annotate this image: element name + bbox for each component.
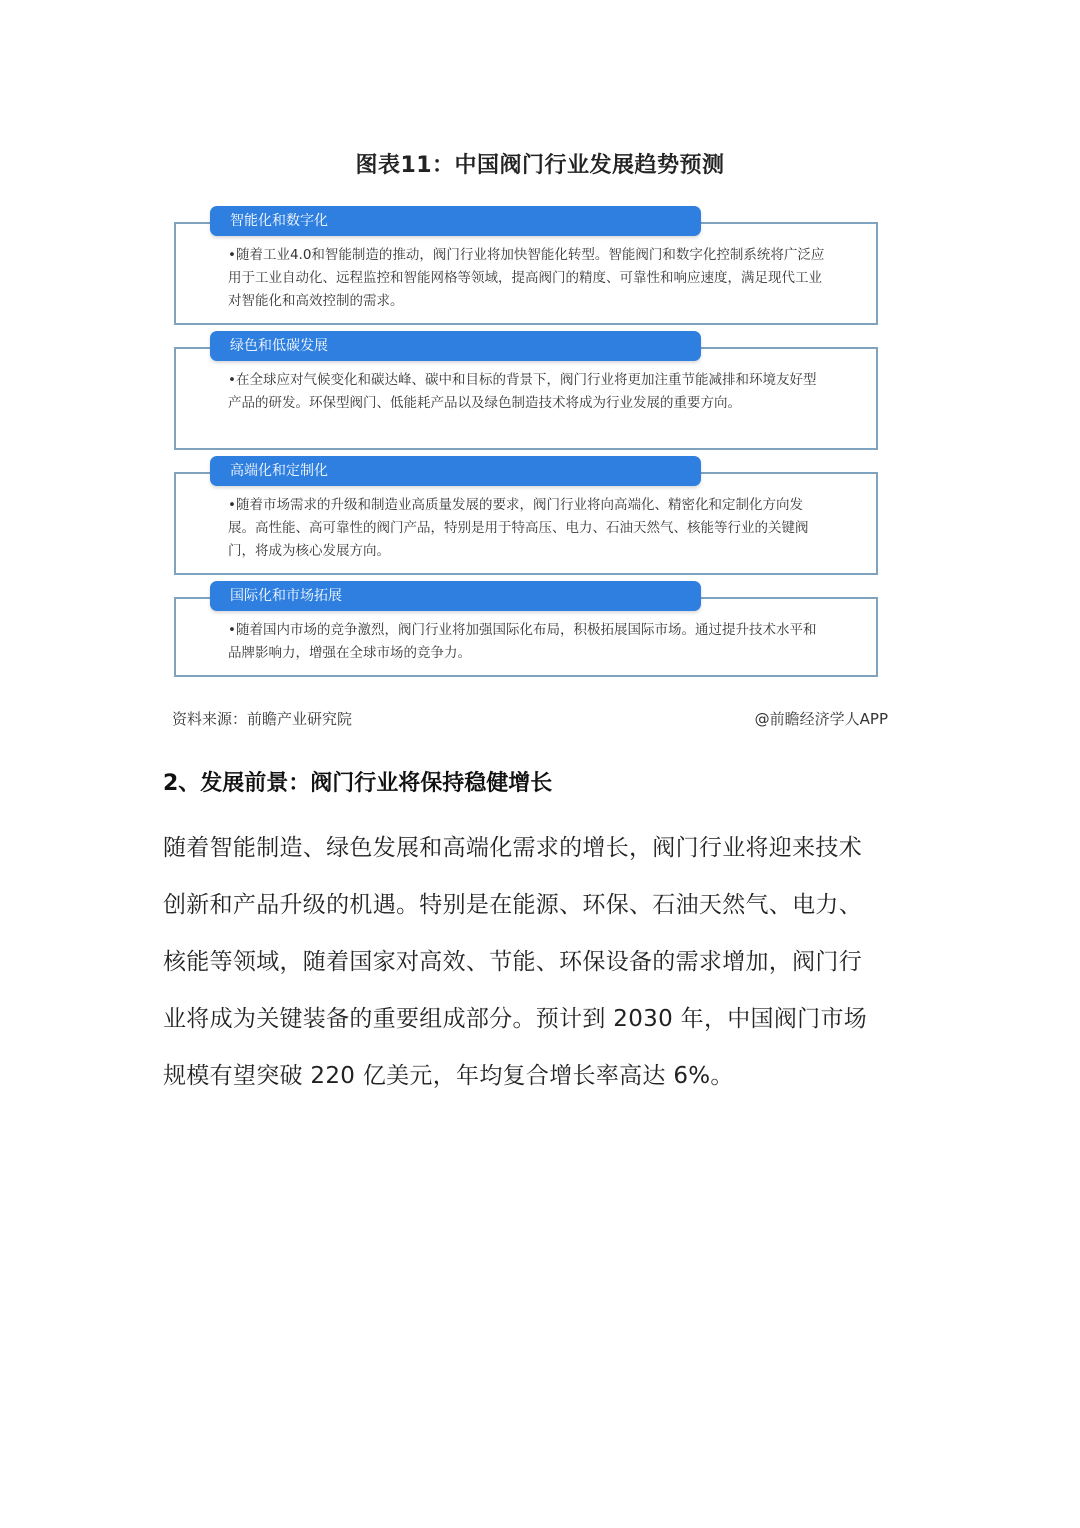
figure-title: 图表11：中国阀门行业发展趋势预测	[355, 153, 725, 178]
section-paragraph	[163, 820, 923, 1105]
paragraph-line: 随着智能制造、绿色发展和高端化需求的增长，阀门行业将迎来技术	[163, 835, 862, 861]
figure-credit: @前瞻经济学人APP	[754, 710, 888, 728]
trend-card-text: •在全球应对气候变化和碳达峰、碳中和目标的背景下，阀门行业将更加注重节能减排和环境友好型产品的研发。环保型阀门、低能耗产品以及绿色制造技术将成为行业发展的重要方向。	[228, 372, 817, 411]
trend-card-text: •随着市场需求的升级和制造业高质量发展的要求，阀门行业将向高端化、精密化和定制化方向发展。高性能、高可靠性的阀门产品，特别是用于特高压、电力、石油天然气、核能等行业的关键阀门，将成为核心发展方向。	[228, 497, 809, 559]
trend-card-text: •随着工业4.0和智能制造的推动，阀门行业将加快智能化转型。智能阀门和数字化控制系统将广泛应用于工业自动化、远程监控和智能网格等领域，提高阀门的精度、可靠性和响应速度，满足现代工业对智能化和高效控制的需求。	[228, 247, 825, 309]
trend-card-heading: 国际化和市场拓展	[210, 581, 701, 611]
trend-card-heading: 智能化和数字化	[210, 206, 701, 236]
paragraph-line: 创新和产品升级的机遇。特别是在能源、环保、石油天然气、电力、	[163, 892, 862, 918]
section-heading: 2、发展前景：阀门行业将保持稳健增长	[163, 771, 553, 796]
paragraph-line: 业将成为关键装备的重要组成部分。预计到 2030 年，中国阀门市场	[163, 1006, 868, 1032]
trend-card-text: •随着国内市场的竞争激烈，阀门行业将加强国际化布局，积极拓展国际市场。通过提升技术水平和品牌影响力，增强在全球市场的竞争力。	[228, 622, 817, 661]
figure-source: 资料来源：前瞻产业研究院	[172, 710, 353, 728]
paragraph-line: 规模有望突破 220 亿美元，年均复合增长率高达 6%。	[163, 1063, 734, 1089]
trend-card-heading: 绿色和低碳发展	[210, 331, 701, 361]
paragraph-line: 核能等领域，随着国家对高效、节能、环保设备的需求增加，阀门行	[163, 949, 862, 975]
trend-card-heading: 高端化和定制化	[210, 456, 701, 486]
